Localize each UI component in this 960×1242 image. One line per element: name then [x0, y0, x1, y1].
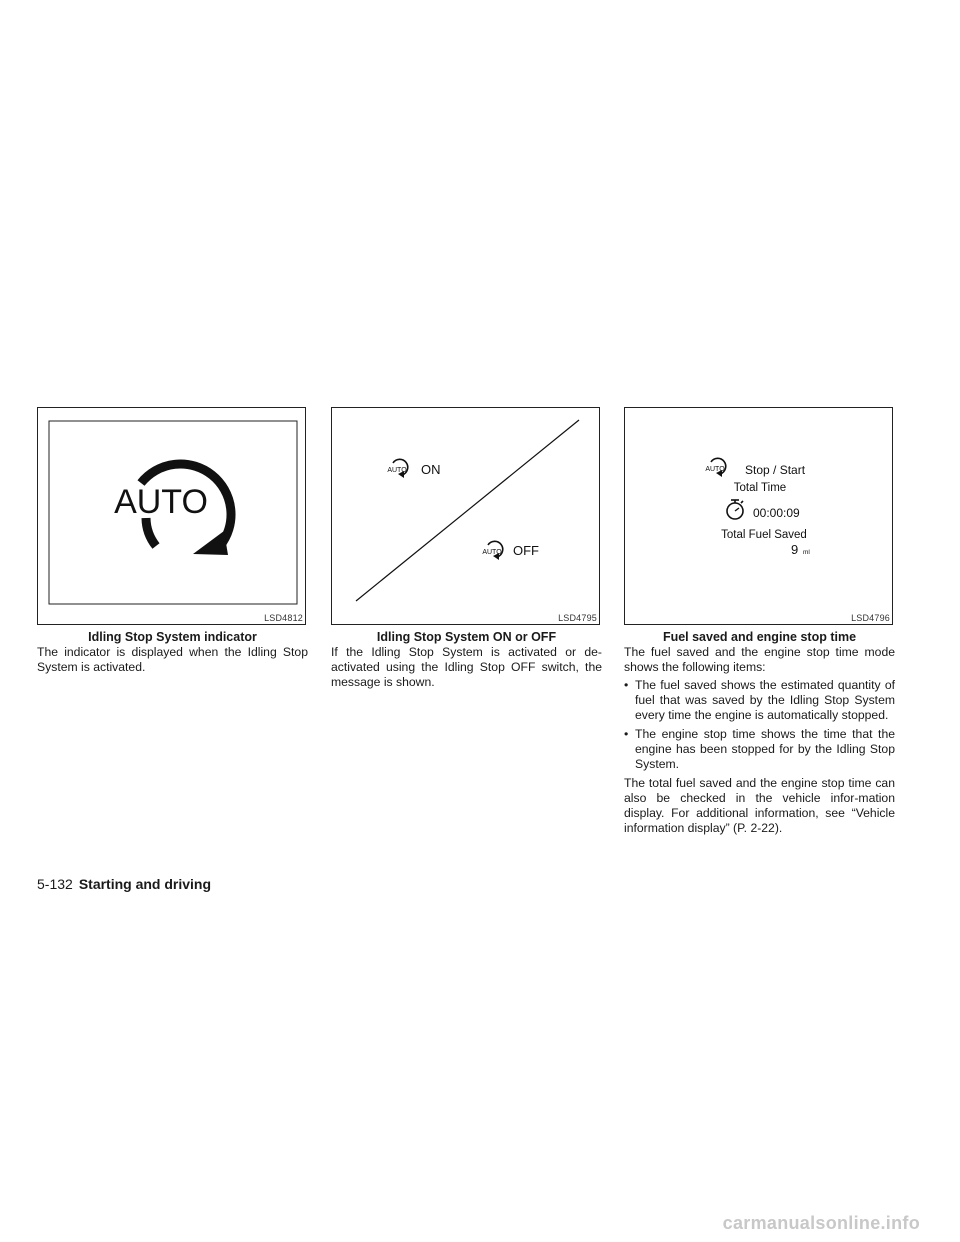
figure-fuel-saved [624, 407, 893, 625]
total-time-label: Total Time [733, 482, 787, 494]
auto-indicator-illustration [38, 408, 305, 624]
auto-text: AUTO [114, 483, 208, 521]
column-indicator [37, 407, 308, 675]
figure-caption: Idling Stop System indicator [88, 630, 257, 644]
fuel-saved-value: 9 [791, 542, 799, 557]
bullet-item: • The engine stop time shows the time that the engine has been stopped for by the Idling Stop System. [624, 727, 895, 772]
diagonal-divider [356, 420, 579, 601]
fuel-saved-label: Total Fuel Saved [721, 529, 807, 541]
column-on-off [331, 407, 602, 690]
column-fuel-saved [624, 407, 895, 836]
figure-caption: Idling Stop System ON or OFF [376, 630, 557, 644]
auto-off-icon [482, 541, 502, 560]
fuel-saved-unit: ml [803, 549, 810, 556]
fuel-saved-illustration [625, 408, 892, 624]
closing-paragraph: The total fuel saved and the engine stop time can also be checked in the vehicle infor-mation display. For additional information, see “Vehicle information display” (P. 2-22). [624, 776, 895, 835]
svg-text:AUTO: AUTO [705, 466, 725, 473]
total-time-value: 00:00:09 [753, 506, 800, 520]
on-off-illustration [332, 408, 599, 624]
auto-arrow-head [193, 531, 228, 555]
bullet-item: • The fuel saved shows the estimated quantity of fuel that was saved by the Idling Stop System every time the engine is automatically stopped. [624, 678, 895, 723]
figure-on-off [331, 407, 600, 625]
svg-text:AUTO: AUTO [482, 549, 502, 556]
on-label: ON [421, 462, 441, 477]
off-label: OFF [513, 543, 539, 558]
figure-code: LSD4812 [264, 613, 303, 623]
bullet-list [624, 678, 895, 772]
page-footer [37, 876, 211, 892]
body-paragraph: The indicator is displayed when the Idling Stop System is activated. [37, 645, 308, 674]
stopwatch-icon [727, 500, 743, 519]
auto-on-icon [387, 459, 407, 478]
body-paragraph: If the Idling Stop System is activated or de-activated using the Idling Stop OFF switch, the message is shown. [331, 645, 602, 689]
figure-code: LSD4796 [851, 613, 890, 623]
stop-start-title: Stop / Start [745, 463, 806, 477]
page-number: 5-132 [37, 876, 73, 892]
svg-text:AUTO: AUTO [387, 467, 407, 474]
auto-stop-start-icon [705, 458, 725, 477]
figure-caption: Fuel saved and engine stop time [662, 630, 857, 644]
watermark: carmanualsonline.info [722, 1213, 920, 1233]
figure-code: LSD4795 [558, 613, 597, 623]
figure-auto-indicator [37, 407, 306, 625]
intro-paragraph: The fuel saved and the engine stop time mode shows the following items: [624, 645, 895, 674]
section-title: Starting and driving [78, 876, 212, 892]
